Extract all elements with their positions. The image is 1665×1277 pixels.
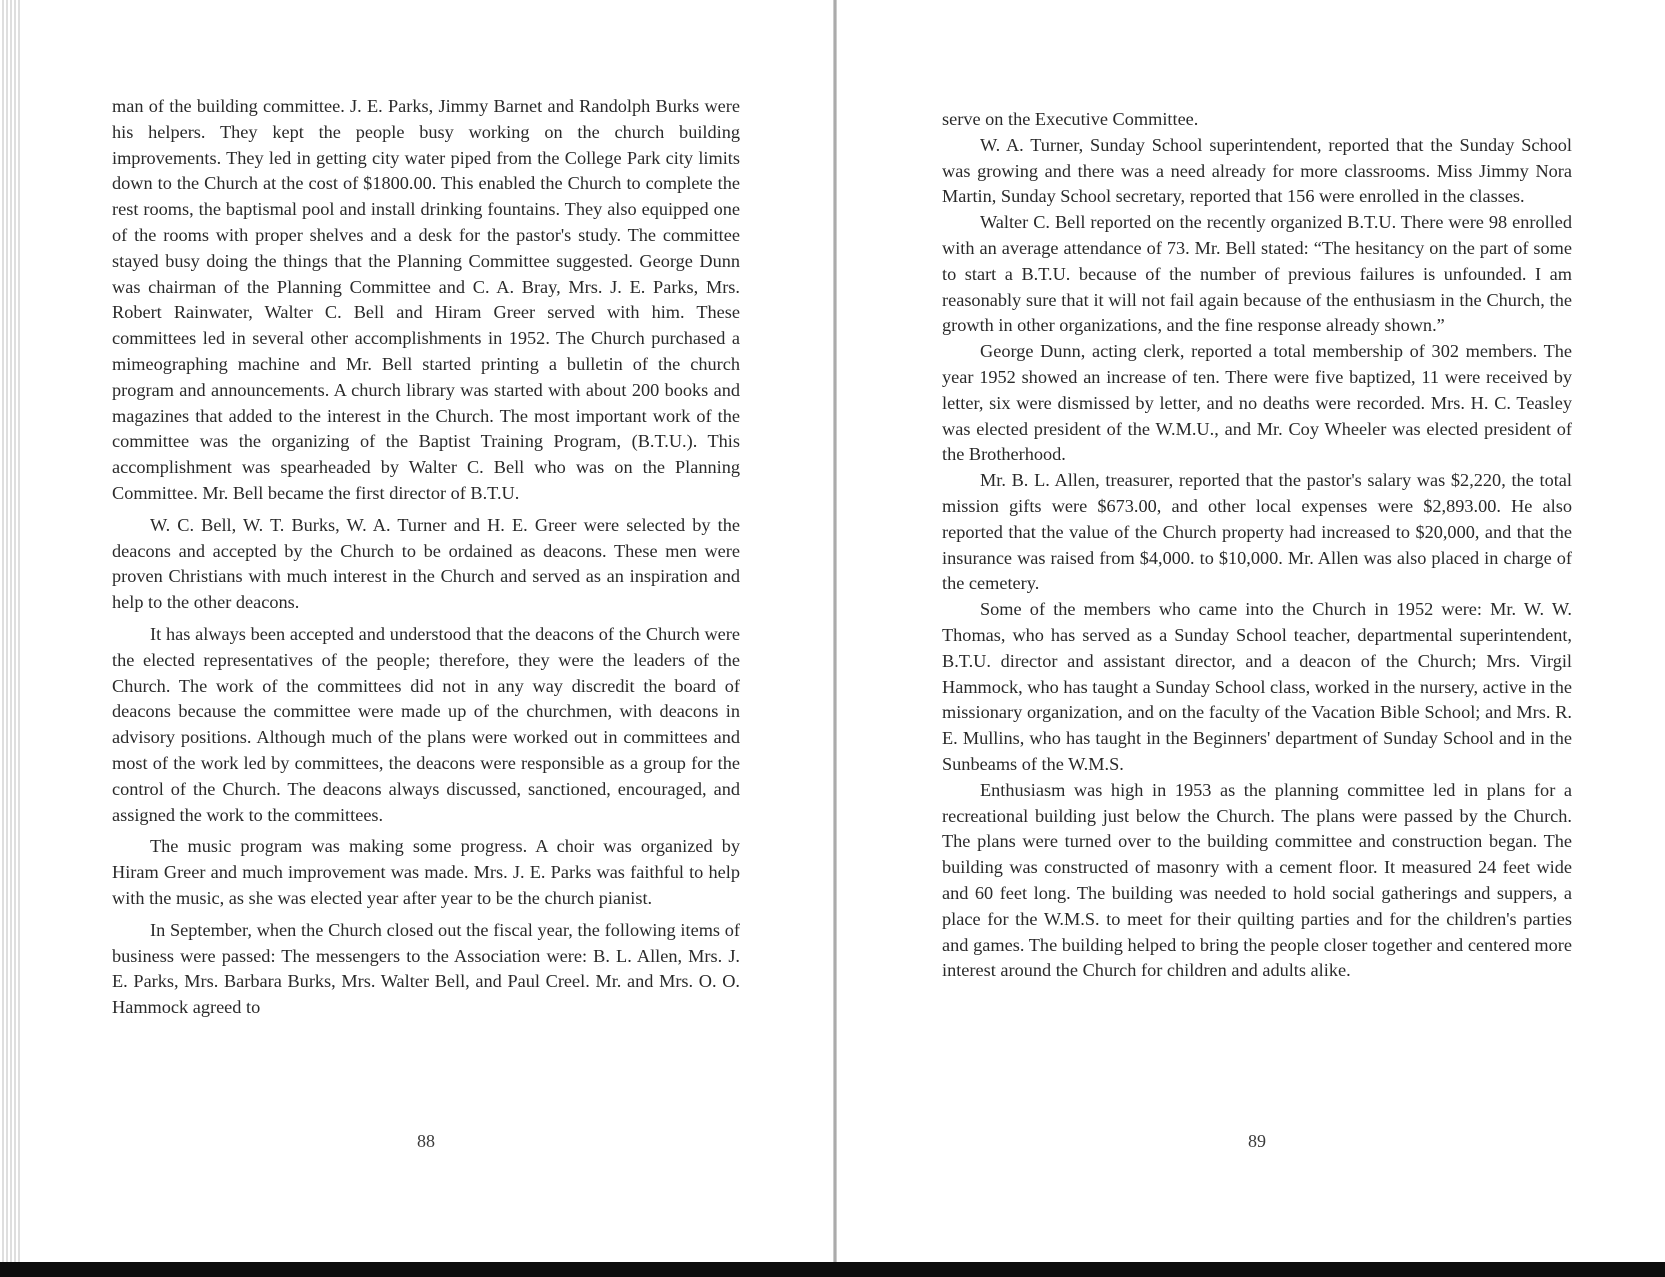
page-number-right: 89 bbox=[1248, 1131, 1266, 1151]
left-page-text bbox=[112, 94, 740, 1021]
left-paragraph-1: man of the building committee. J. E. Parks, Jimmy Barnet and Randolph Burks were his helpers. They kept the people busy working on the church building improvements. They led in getting city water piped from the College Park city limits down to the Church at the cost of $1800.00. This enabled the Church to complete the rest rooms, the baptismal pool and install drinking fountains. They also equipped one of the rooms with proper shelves and a desk for the pastor's study. The committee stayed busy doing the things that the Planning Committee suggested. George Dunn was chairman of the Planning Committee and C. A. Bray, Mrs. J. E. Parks, Mrs. Robert Rainwater, Walter C. Bell and Hiram Greer served with him. These committees led in several other accomplishments in 1952. The Church purchased a mimeographing machine and Mr. Bell started printing a bulletin of the church program and announcements. A church library was started with about 200 books and magazines that added to the interest in the Church. The most important work of the committee was the organizing of the Baptist Training Program, (B.T.U.). This accomplishment was spearheaded by Walter C. Bell who was on the Planning Committee. Mr. Bell became the first director of B.T.U. bbox=[112, 96, 740, 503]
left-paragraph-3: It has always been accepted and understood that the deacons of the Church were the elected representatives of the people; therefore, they were the leaders of the Church. The work of the committees did not in any way discredit the board of deacons because the committee were made up of the churchmen, with deacons in advisory positions. Although much of the plans were worked out in committees and most of the work led by committees, the deacons were responsible as a group for the control of the Church. The deacons always discussed, sanctioned, encouraged, and assigned the work to the committees. bbox=[112, 623, 740, 825]
right-paragraph-3: Walter C. Bell reported on the recently organized B.T.U. There were 98 enrolled with an average attendance of 73. Mr. Bell stated: “The hesitancy on the part of some to start a B.T.U. because of the number of previous failures is unfounded. I am reasonably sure that it will not fail again because of the enthusiasm in the Church, the growth in other organizations, and the fine response already shown.” bbox=[942, 212, 1572, 336]
book-gutter bbox=[833, 0, 837, 1262]
left-paragraph-5: In September, when the Church closed out the fiscal year, the following items of business were passed: The messengers to the Association were: B. L. Allen, Mrs. J. E. Parks, Mrs. Barbara Burks, Mrs. Walter Bell, and Paul Creel. Mr. and Mrs. O. O. Hammock agreed to bbox=[112, 919, 740, 1018]
right-paragraph-5: Mr. B. L. Allen, treasurer, reported that the pastor's salary was $2,220, the total mission gifts were $673.00, and other local expenses were $2,893.00. He also reported that the value of the Church property had increased to $20,000, and that the insurance was raised from $4,000. to $10,000. Mr. Allen was also placed in charge of the cemetery. bbox=[942, 470, 1572, 594]
right-paragraph-6: Some of the members who came into the Church in 1952 were: Mr. W. W. Thomas, who has served as a Sunday School teacher, departmental superintendent, B.T.U. director and assistant director, and a deacon of the Church; Mrs. Virgil Hammock, who has taught a Sunday School class, worked in the nursery, active in the missionary organization, and on the faculty of the Vacation Bible School; and Mrs. R. E. Mullins, who has taught in the Beginners' department of Sunday School and in the Sunbeams of the W.M.S. bbox=[942, 599, 1572, 774]
page-number-left: 88 bbox=[417, 1131, 435, 1151]
right-paragraph-4: George Dunn, acting clerk, reported a total membership of 302 members. The year 1952 showed an increase of ten. There were five baptized, 11 were received by letter, six were dismissed by letter, and no deaths were recorded. Mrs. H. C. Teasley was elected president of the W.M.U., and Mr. Coy Wheeler was elected president of the Brotherhood. bbox=[942, 341, 1572, 465]
right-paragraph-1: serve on the Executive Committee. bbox=[942, 109, 1199, 129]
right-paragraph-7: Enthusiasm was high in 1953 as the planning committee led in plans for a recreational building just below the Church. The plans were passed by the Church. The plans were turned over to the building committee and construction began. The building was constructed of masonry with a cement floor. It measured 24 feet wide and 60 feet long. The building was needed to hold social gatherings and suppers, a place for the W.M.S. to meet for their quilting parties and for the children's parties and games. The building helped to bring the people closer together and centered more interest around the Church for children and adults alike. bbox=[942, 779, 1572, 981]
page-edges bbox=[0, 0, 22, 1262]
left-paragraph-4: The music program was making some progress. A choir was organized by Hiram Greer and much improvement was made. Mrs. J. E. Parks was faithful to help with the music, as she was elected year after year to be the church pianist. bbox=[112, 836, 740, 908]
right-page-text bbox=[942, 107, 1572, 984]
right-paragraph-2: W. A. Turner, Sunday School superintendent, reported that the Sunday School was growing and there was a need already for more classrooms. Miss Jimmy Nora Martin, Sunday School secretary, reported that 156 were enrolled in the classes. bbox=[942, 134, 1572, 207]
left-paragraph-2: W. C. Bell, W. T. Burks, W. A. Turner and H. E. Greer were selected by the deacons and accepted by the Church to be ordained as deacons. These men were proven Christians with much interest in the Church and served as an inspiration and help to the other deacons. bbox=[112, 514, 740, 613]
scan-bottom-border bbox=[0, 1262, 1665, 1277]
